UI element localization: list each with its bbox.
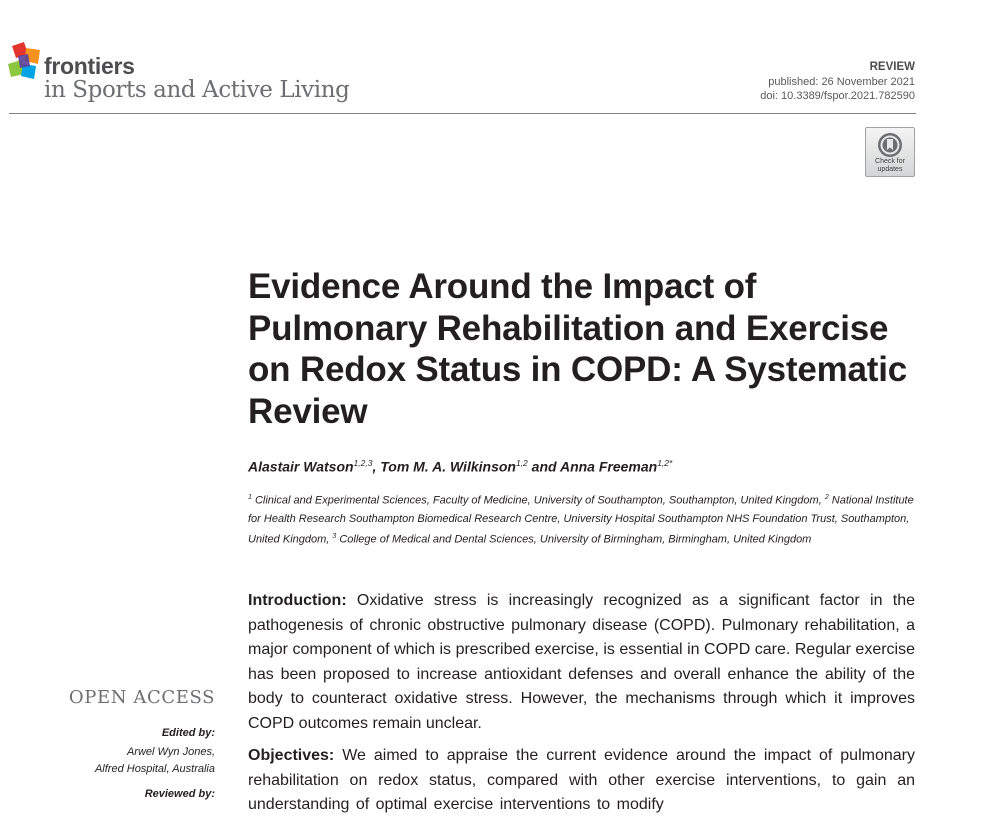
section-text: Oxidative stress is increasingly recognized as a significant factor in the pathogenesis of chronic obstructive pulmonary disease (COPD). Pulmonary rehabilitation, a major component of which is prescribed exercise, is essential in COPD care. Regular exercise has been proposed to increase antioxidant defenses and overall enhance the ability of the body to counteract oxidative stress. However, the mechanisms through which it improves COPD outcomes remain unclear. xyxy=(248,592,915,732)
abstract-introduction xyxy=(248,589,915,736)
author-affiliation-ref: 1,2* xyxy=(657,458,673,468)
reviewed-by-label: Reviewed by: xyxy=(144,788,215,800)
affiliation-text: Clinical and Experimental Sciences, Faculty of Medicine, University of Southampton, Southampton, United Kingdom, xyxy=(254,494,822,507)
check-updates-label: Check for xyxy=(875,158,905,165)
affiliation-text: National Institute for Health Research Southampton Biomedical Research Centre, University Hospital Southampton NHS Foundation Trust, Southampton, United Kingdom, xyxy=(248,494,914,546)
open-access-label: OPEN ACCESS xyxy=(68,687,215,708)
affiliations xyxy=(248,489,916,548)
published-date: published: 26 November 2021 xyxy=(768,75,915,88)
affiliation-number: 3 xyxy=(332,532,337,540)
article-meta xyxy=(760,60,915,104)
author-separator: and xyxy=(527,458,560,475)
publisher-brand: frontiers xyxy=(44,53,135,79)
section-label: Introduction: xyxy=(248,592,347,609)
frontiers-logo-icon xyxy=(8,42,44,84)
editor-name[interactable]: Arwel Wyn Jones, xyxy=(126,746,215,758)
doi-link[interactable]: doi: 10.3389/fspor.2021.782590 xyxy=(760,90,915,102)
author-name[interactable]: Alastair Watson xyxy=(248,458,354,475)
editor-affiliation: Alfred Hospital, Australia xyxy=(94,762,215,775)
author-list xyxy=(248,453,928,477)
article-title: Evidence Around the Impact of Pulmonary Rehabilitation and Exercise on Redox Status in COPD: A Systematic Review xyxy=(248,267,908,431)
abstract-objectives xyxy=(248,744,915,818)
affiliation-number: 1 xyxy=(248,494,252,501)
affiliation-text: College of Medical and Dental Sciences, University of Birmingham, Birmingham, United Kingdom xyxy=(339,533,812,546)
check-updates-label-2: updates xyxy=(877,165,903,173)
author-name[interactable]: Tom M. A. Wilkinson xyxy=(380,458,516,475)
section-text: We aimed to appraise the current evidence around the impact of pulmonary rehabilitation on redox status, compared with other exercise interventions, to gain an understanding of optimal exercise interventions to modify xyxy=(248,747,915,813)
author-affiliation-ref: 1,2 xyxy=(515,458,528,468)
section-label: Objectives: xyxy=(248,747,335,764)
editor-info xyxy=(95,744,215,777)
header-divider xyxy=(9,113,916,114)
journal-name: in Sports and Active Living xyxy=(44,77,350,103)
author-affiliation-ref: 1,2,3 xyxy=(353,458,373,468)
edited-by-label: Edited by: xyxy=(161,727,215,739)
affiliation-number: 2 xyxy=(824,494,829,501)
author-name[interactable]: Anna Freeman xyxy=(559,458,658,475)
bookmark-refresh-icon xyxy=(877,132,903,158)
article-type: REVIEW xyxy=(869,61,915,73)
check-for-updates-button[interactable] xyxy=(865,127,915,177)
author-separator: , xyxy=(372,458,381,475)
